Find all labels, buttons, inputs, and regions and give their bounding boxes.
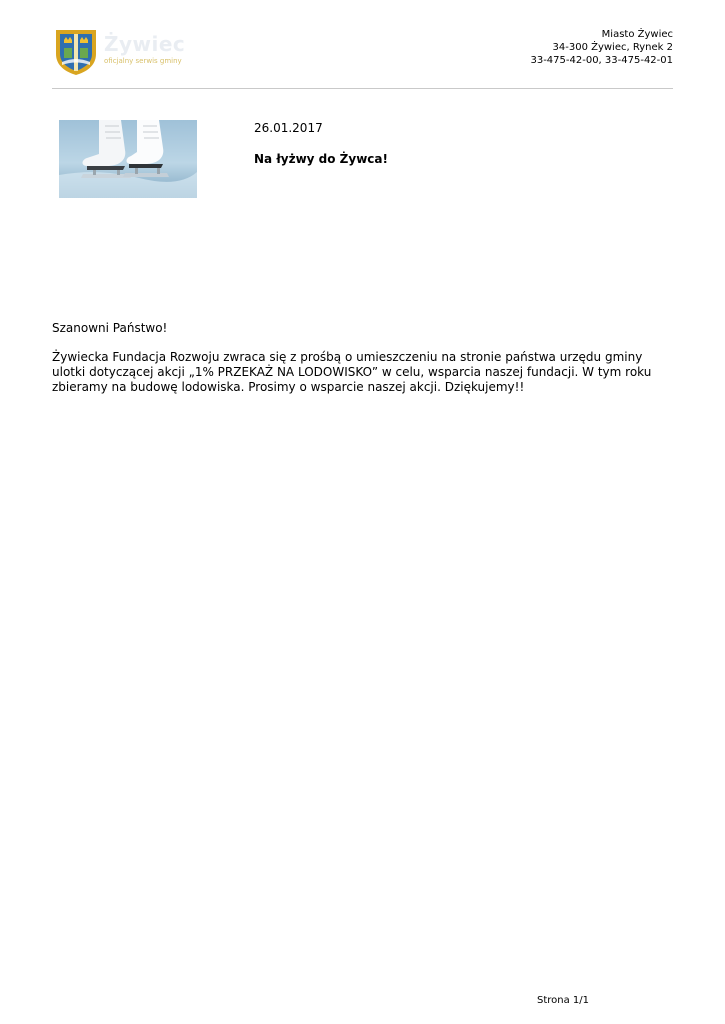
contact-block bbox=[530, 28, 673, 67]
article-body bbox=[52, 321, 673, 409]
coat-of-arms-icon bbox=[52, 26, 100, 76]
page-number: Strona 1/1 bbox=[537, 995, 590, 1006]
article-paragraph: Żywiecka Fundacja Rozwoju zwraca się z prośbą o umieszczeniu na stronie państwa urzędu gminy ulotki dotyczącej akcji „1% PRZEKAŻ NA LODOWISKO” w celu, wsparcia naszej fundacji. W tym roku zbieramy na budowę lodowiska. Prosimy o wsparcie naszej akcji. Dziękujemy!! bbox=[52, 350, 652, 394]
contact-phones: 33-475-42-00, 33-475-42-01 bbox=[530, 55, 673, 66]
header-divider bbox=[52, 88, 673, 89]
logo-wordmark: Żywiec bbox=[104, 32, 186, 56]
contact-address: 34-300 Żywiec, Rynek 2 bbox=[552, 42, 673, 53]
logo-tagline: oficjalny serwis gminy bbox=[104, 57, 182, 65]
article-title: Na łyżwy do Żywca! bbox=[254, 152, 388, 166]
page-header bbox=[52, 24, 673, 84]
article-date: 26.01.2017 bbox=[254, 121, 323, 135]
site-logo[interactable] bbox=[52, 26, 202, 76]
contact-name: Miasto Żywiec bbox=[601, 29, 673, 40]
article-greeting: Szanowni Państwo! bbox=[52, 321, 168, 335]
ice-skates-image bbox=[59, 120, 197, 198]
